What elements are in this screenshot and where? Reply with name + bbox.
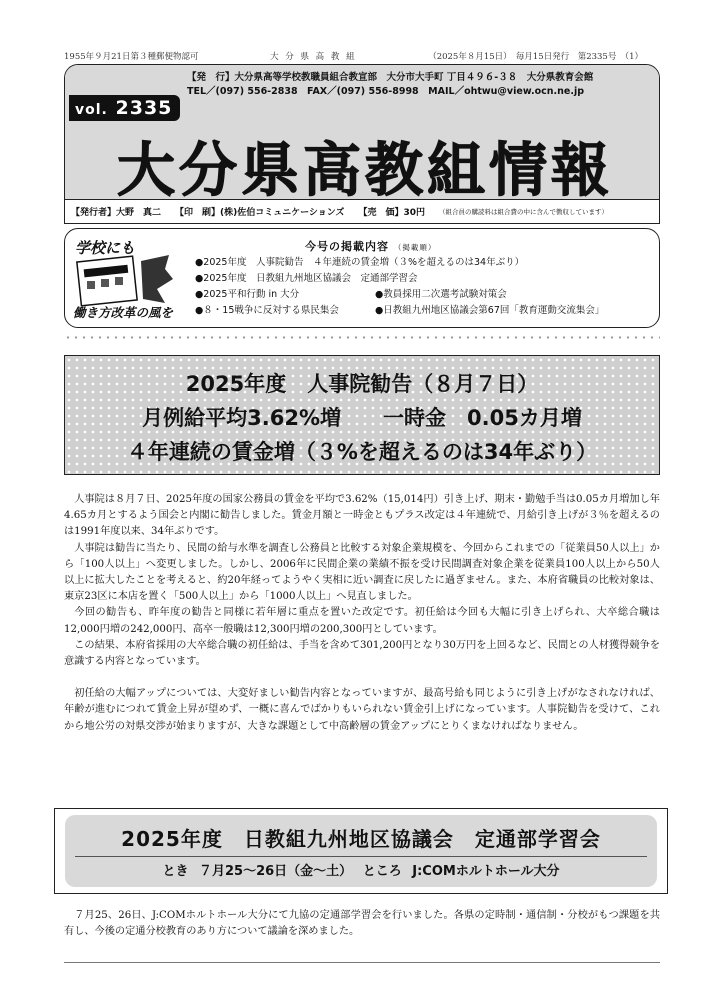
- article1-paragraph: 人事院は勧告に当たり、民間の給与水準を調査し公務員と比較する対象企業規模を、今回からこれまでの「従業員50人以上」から「100人以上」へ変更しました。しかし、2006年に民間企業の業績不振を受け民間調査対象企業を従業員100人以上から50人以上に拡大したことを考えると、約20年経ってようやく実相に近い調査に戻したに過ぎません。また、本府省職員の比較対象は、東京23区に本店を置く「500人以上」から「1000人以上」へ見直しました。: [64, 542, 660, 603]
- article2-body: [64, 908, 660, 940]
- contents-title-note: （掲載順）: [393, 243, 437, 252]
- masthead: [64, 64, 660, 224]
- when-label: とき: [162, 864, 189, 879]
- article2-headline-box: [54, 808, 668, 894]
- contents-box: [64, 228, 660, 328]
- svg-text:学校にも: 学校にも: [75, 239, 136, 257]
- postal-permit-text: 1955年９月21日第３種郵便物認可: [64, 52, 199, 62]
- volume-badge: [69, 95, 180, 121]
- contents-item: ●2025年度 人事院勧告 ４年連続の賃金増（３%を超えるのは34年ぶり）: [195, 257, 525, 268]
- contents-item: ●教員採用二次選考試験対策会: [375, 289, 507, 300]
- article1-subheadline: 月例給平均3.62%増 一時金 0.05カ月増: [142, 406, 582, 430]
- contents-list: [195, 256, 655, 317]
- volume-prefix: vol.: [75, 102, 108, 118]
- article1-paragraph: 今回の勧告も、昨年度の勧告と同様に若年層に重点を置いた改定です。初任給は今回も大幅に引き上げられ、大卒総合職は12,000円増の242,000円、高卒一般職は12,300円増の200,300円としています。: [64, 607, 660, 635]
- article1-headline-box: [64, 355, 660, 475]
- contact-line: TEL／(097) 556-2838 FAX／(097) 556-8998 MAIL／ohtwu@view.ocn.ne.jp: [187, 86, 585, 97]
- article2-paragraph: ７月25、26日、J:COMホルトホール大分にて九協の定通部学習会を行いました。各県の定時制・通信制・分校がもつ課題を共有し、今後の定通分校教育のあり方について議論を深めました。: [64, 910, 660, 938]
- contents-item: ●日教組九州地区協議会第67回「教育運動交流集会」: [375, 305, 605, 316]
- contents-title: [305, 238, 436, 254]
- printer-text: 【印 刷】(株)佐伯コミュニケーションズ: [175, 208, 345, 218]
- where-value: J:COMホルトホール大分: [412, 864, 560, 879]
- svg-text:働き方改革の風を: 働き方改革の風を: [73, 305, 174, 320]
- price-note: （組合員の購読料は組合費の中に含んで徴収しています）: [438, 208, 608, 216]
- union-name: 大 分 県 高 教 組: [270, 52, 357, 62]
- dotted-divider: [64, 336, 660, 339]
- where-label: ところ: [362, 864, 402, 879]
- article1-paragraph: 初任給の大幅アップについては、大変好ましい勧告内容となっていますが、最高号給も同じように引き上げがなされなければ、年齢が進むにつれて賃金上昇が望めず、一概に喜んでばかりもいられない賃金引上げになっています。人事院勧告を受けて、これから地公労の対県交渉が始まりますが、大きな課題として中高齢層の賃金アップにとりくまなければなりません。: [64, 688, 660, 732]
- contents-item: ●2025平和行動 in 大分: [195, 289, 300, 300]
- newsletter-title: 大分県高教組情報: [116, 136, 613, 204]
- bottom-divider: [64, 962, 660, 963]
- publisher-info: [187, 71, 593, 99]
- article1-body: [64, 492, 660, 735]
- contents-item: ●2025年度 日教組九州地区協議会 定通部学習会: [195, 273, 418, 284]
- contents-title-text: 今号の掲載内容: [305, 240, 389, 253]
- article2-divider: [75, 856, 647, 857]
- article1-paragraph: この結果、本府省採用の大卒総合職の初任給は、手当を含めて301,200円となり30万円を上回るなど、民間との人材獲得競争を意識する内容となっています。: [64, 639, 660, 668]
- issuer-text: 【発行者】大野 真二: [71, 208, 162, 218]
- article1-paragraph: 人事院は８月７日、2025年度の国家公務員の賃金を平均で3.62%（15,014円）引き上げ、期末・勤勉手当は0.05カ月増加し年4.65カ月とするよう国会と内閣に勧告しました。賃金月額と一時金ともプラス改定は４年連続で、月給引き上げが３％を超えるのは1991年度以来、34年ぶりです。: [64, 494, 660, 538]
- volume-number: 2335: [115, 97, 173, 119]
- contents-item: ●８・15戦争に反対する県民集会: [195, 305, 339, 316]
- work-reform-logo-icon: [69, 233, 189, 323]
- when-value: ７月25～26日（金～土）: [198, 864, 353, 879]
- article1-headline: 2025年度 人事院勧告（８月７日）: [185, 372, 539, 396]
- article1-subheadline: ４年連続の賃金増（３%を超えるのは34年ぶり）: [126, 440, 598, 464]
- price-text: 【売 価】30円: [358, 208, 425, 218]
- masthead-footer: [65, 199, 659, 223]
- issue-date-text: （2025年８月15日） 毎月15日発行 第2335号 （1）: [428, 52, 643, 62]
- article2-details: [65, 860, 657, 879]
- publisher-line: 【発 行】大分県高等学校教職員組合教宣部 大分市大手町 丁目４９６-３８ 大分県教育会館: [187, 72, 594, 83]
- issue-header-line: [64, 50, 643, 62]
- article2-headline-inner: [65, 815, 657, 887]
- article2-headline: 2025年度 日教組九州地区協議会 定通部学習会: [121, 827, 601, 851]
